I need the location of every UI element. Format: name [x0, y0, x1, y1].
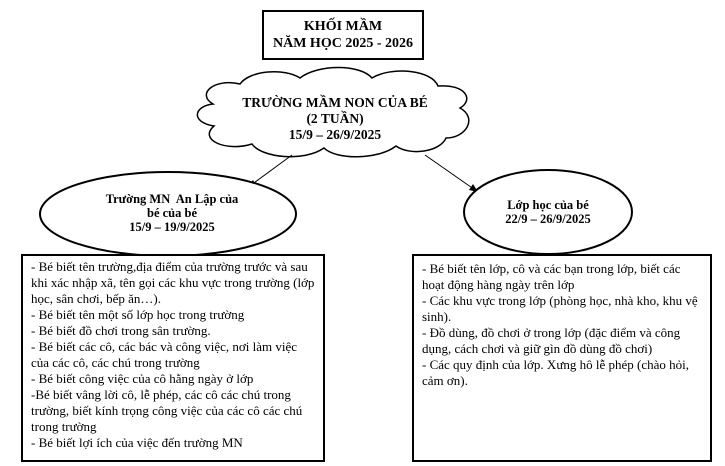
left-item: - Bé biết tên một số lớp học trong trường [31, 307, 245, 322]
center-topic-text [205, 95, 465, 143]
center-topic-title: TRƯỜNG MẦM NON CỦA BÉ [242, 95, 428, 110]
left-item: - Bé biết công việc của cô hằng ngày ở lớp [31, 371, 254, 386]
right-item: - Bé biết tên lớp, cô và các bạn trong lớp, biết các hoạt động hàng ngày trên lớp [422, 261, 681, 292]
right-item: - Các quy định của lớp. Xưng hô lễ phép (chào hỏi, cảm ơn). [422, 357, 689, 388]
left-item: - Bé biết lợi ích của việc đến trường MN [31, 435, 243, 450]
left-item: - Bé biết đồ chơi trong sân trường. [31, 323, 211, 338]
left-subtopic-dates: 15/9 – 19/9/2025 [129, 220, 215, 234]
left-subtopic-text [72, 192, 272, 234]
right-subtopic-dates: 22/9 – 26/9/2025 [505, 212, 591, 226]
center-topic-dates: 15/9 – 26/9/2025 [288, 127, 382, 142]
connector-right [425, 155, 478, 192]
header-line1: KHỐI MẦM [303, 19, 383, 34]
center-topic-duration: (2 TUẦN) [306, 111, 364, 126]
right-subtopic-line1: Lớp học của bé [507, 198, 589, 212]
left-item: -Bé biết vâng lời cô, lễ phép, các cô các chú trong trường, biết kính trọng công việc của các cô các chú trong trường [31, 387, 303, 434]
left-item: - Bé biết các cô, các bác và công việc, nơi làm việc của các cô, các chú trong trường [31, 339, 298, 370]
left-subtopic-line1: Trường MN An Lập của [105, 192, 239, 206]
right-content-box [412, 254, 712, 462]
left-item: - Bé biết tên trường,địa điểm của trường trước và sau khi xác nhập xã, tên gọi các khu vực trong trường (lớp học, sân chơi, bếp ăn…). [31, 259, 315, 306]
right-subtopic-text [478, 198, 618, 226]
right-item: - Các khu vực trong lớp (phòng học, nhà kho, khu vệ sinh). [422, 293, 698, 324]
left-subtopic-line2: bé của bé [147, 206, 197, 220]
right-item: - Đồ dùng, đồ chơi ở trong lớp (đặc điểm và công dụng, cách chơi và giữ gìn đồ dùng đồ chơi) [422, 325, 681, 356]
left-content-box [21, 254, 325, 462]
header-line2: NĂM HỌC 2025 - 2026 [273, 36, 413, 51]
